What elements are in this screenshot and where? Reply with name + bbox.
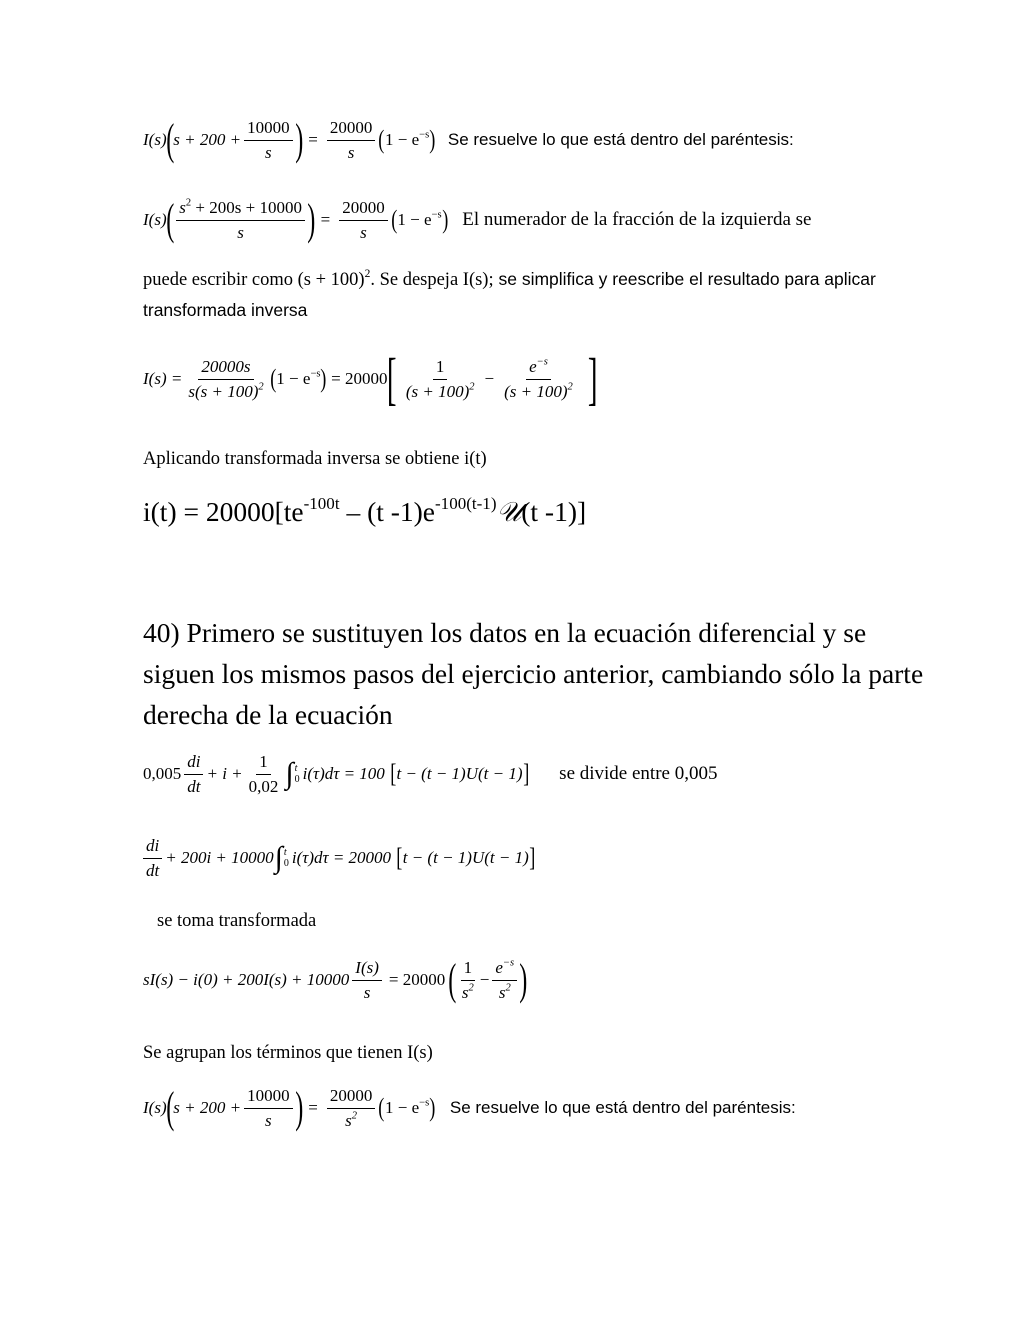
eq1-term: s + 200 + <box>173 130 242 150</box>
eq2-lhs: I(s) <box>143 210 167 230</box>
eq7-fraction: $\frac{10000}{s}$ <box>244 1086 293 1130</box>
text-inverse: Aplicando transformada inversa se obtiene i(t) <box>143 449 487 469</box>
eq1-rhs-fraction: $\frac{20000}{s}$ <box>327 118 376 162</box>
eq1-lhs: I(s) <box>143 130 167 150</box>
equation-1: I(s) ( s + 200 + $\frac{10000}{s}$ ) = $\frac{20000}{s}$ ( $1 - e^{-s}$ ) Se resuelve lo que está dentro del paréntesis: <box>143 115 794 165</box>
eq5-derivative: $\frac{di}{dt}$ <box>143 836 162 880</box>
eq3-fraction-b: $\frac{e^{-s}}{(s + 100)^2}$ <box>504 356 573 401</box>
eq6-fraction-a: $\frac{1}{s^2}$ <box>461 958 474 1002</box>
equation-4: 0,005 $\frac{di}{dt}$ + i + $\frac{1}{0,02}$ ∫ t 0 i(τ)dτ = 100 [ t − (t − 1)U(t − 1) ] se divide entre 0,005 <box>143 752 718 796</box>
eq4-note: se divide entre 0,005 <box>559 763 718 785</box>
text-transform: se toma transformada <box>157 911 317 931</box>
eq6-fraction-b: $\frac{e^{-s}}{s^2}$ <box>492 958 517 1002</box>
eq1-rhs-paren: $1 - e^{-s}$ <box>385 129 430 150</box>
eq6-fraction: $\frac{I(s)}{s}$ <box>352 958 382 1002</box>
problem-40-heading: 40) Primero se sustituyen los datos en la ecuación diferencial y se siguen los mismos pasos del ejercicio anterior, cambiando sólo la parte derecha de la ecuación <box>143 617 924 730</box>
eq3-fraction-a: $\frac{1}{(s + 100)^2}$ <box>405 356 475 401</box>
result-equation: $i(t) = 20000[te^{-100t} - (t$ $-1)e^{-100(t-1)}𝒰(t$ -1)] <box>143 494 587 528</box>
eq7-rhs-fraction: $\frac{20000}{s^2}$ <box>327 1086 376 1130</box>
eq2-rhs-paren: $1 - e^{-s}$ <box>397 209 442 230</box>
eq7-note: Se resuelve lo que está dentro del paréntesis: <box>449 1098 796 1118</box>
text-group: Se agrupan los términos que tienen I(s) <box>143 1043 433 1063</box>
integral-symbol: ∫ <box>274 841 283 875</box>
paragraph-1: puede escribir como $(s + 100)^2$. Se despeja I(s); se simplifica y reescribe el resultado para aplicar transformada inversa <box>143 267 876 320</box>
eq3-fraction: $\frac{20000s}{s(s + 100)^2}$ <box>188 356 264 401</box>
equation-6: sI(s) − i(0) + 200I(s) + 10000 $\frac{I(s)}{s}$ = 20000 ( $\frac{1}{s^2}$ − $\frac{e^{-s}}{s^2}$ ) <box>143 955 528 1005</box>
eq1-note: Se resuelve lo que está dentro del paréntesis: <box>447 130 794 150</box>
eq4-derivative: $\frac{di}{dt}$ <box>184 752 203 796</box>
integral-symbol: ∫ <box>285 757 294 791</box>
eq1-fraction: $\frac{10000}{s}$ <box>244 118 293 162</box>
equation-3: I(s) = $\frac{20000s}{s(s + 100)^2}$ ( $1 - e^{-s}$ ) = 20000 [ $\frac{1}{(s + 100)^2}$ − $\frac{e^{-s}}{(s + 100)^2}$ ] <box>143 346 598 411</box>
eq2-fraction: $\frac{s^2 + 200s + 10000}{s}$ <box>176 198 305 242</box>
eq4-fraction: $\frac{1}{0,02}$ <box>248 752 279 796</box>
eq2-rhs-fraction: $\frac{20000}{s}$ <box>339 198 388 242</box>
eq2-note: El numerador de la fracción de la izquierda se <box>462 209 812 231</box>
equation-7: I(s) ( s + 200 + $\frac{10000}{s}$ ) = $\frac{20000}{s^2}$ ( $1 - e^{-s}$ ) Se resuelve lo que está dentro del paréntesis: <box>143 1083 796 1133</box>
unit-step-symbol: 𝒰 <box>496 496 522 528</box>
equation-5: $\frac{di}{dt}$ + 200i + 10000 ∫ t 0 i(τ)dτ = 20000 [ t − (t − 1)U(t − 1) ] <box>143 836 535 880</box>
equation-2: I(s) ( $\frac{s^2 + 200s + 10000}{s}$ ) = $\frac{20000}{s}$ ( $1 - e^{-s}$ ) El numerador de la fracción de la izquierda se <box>143 195 812 245</box>
